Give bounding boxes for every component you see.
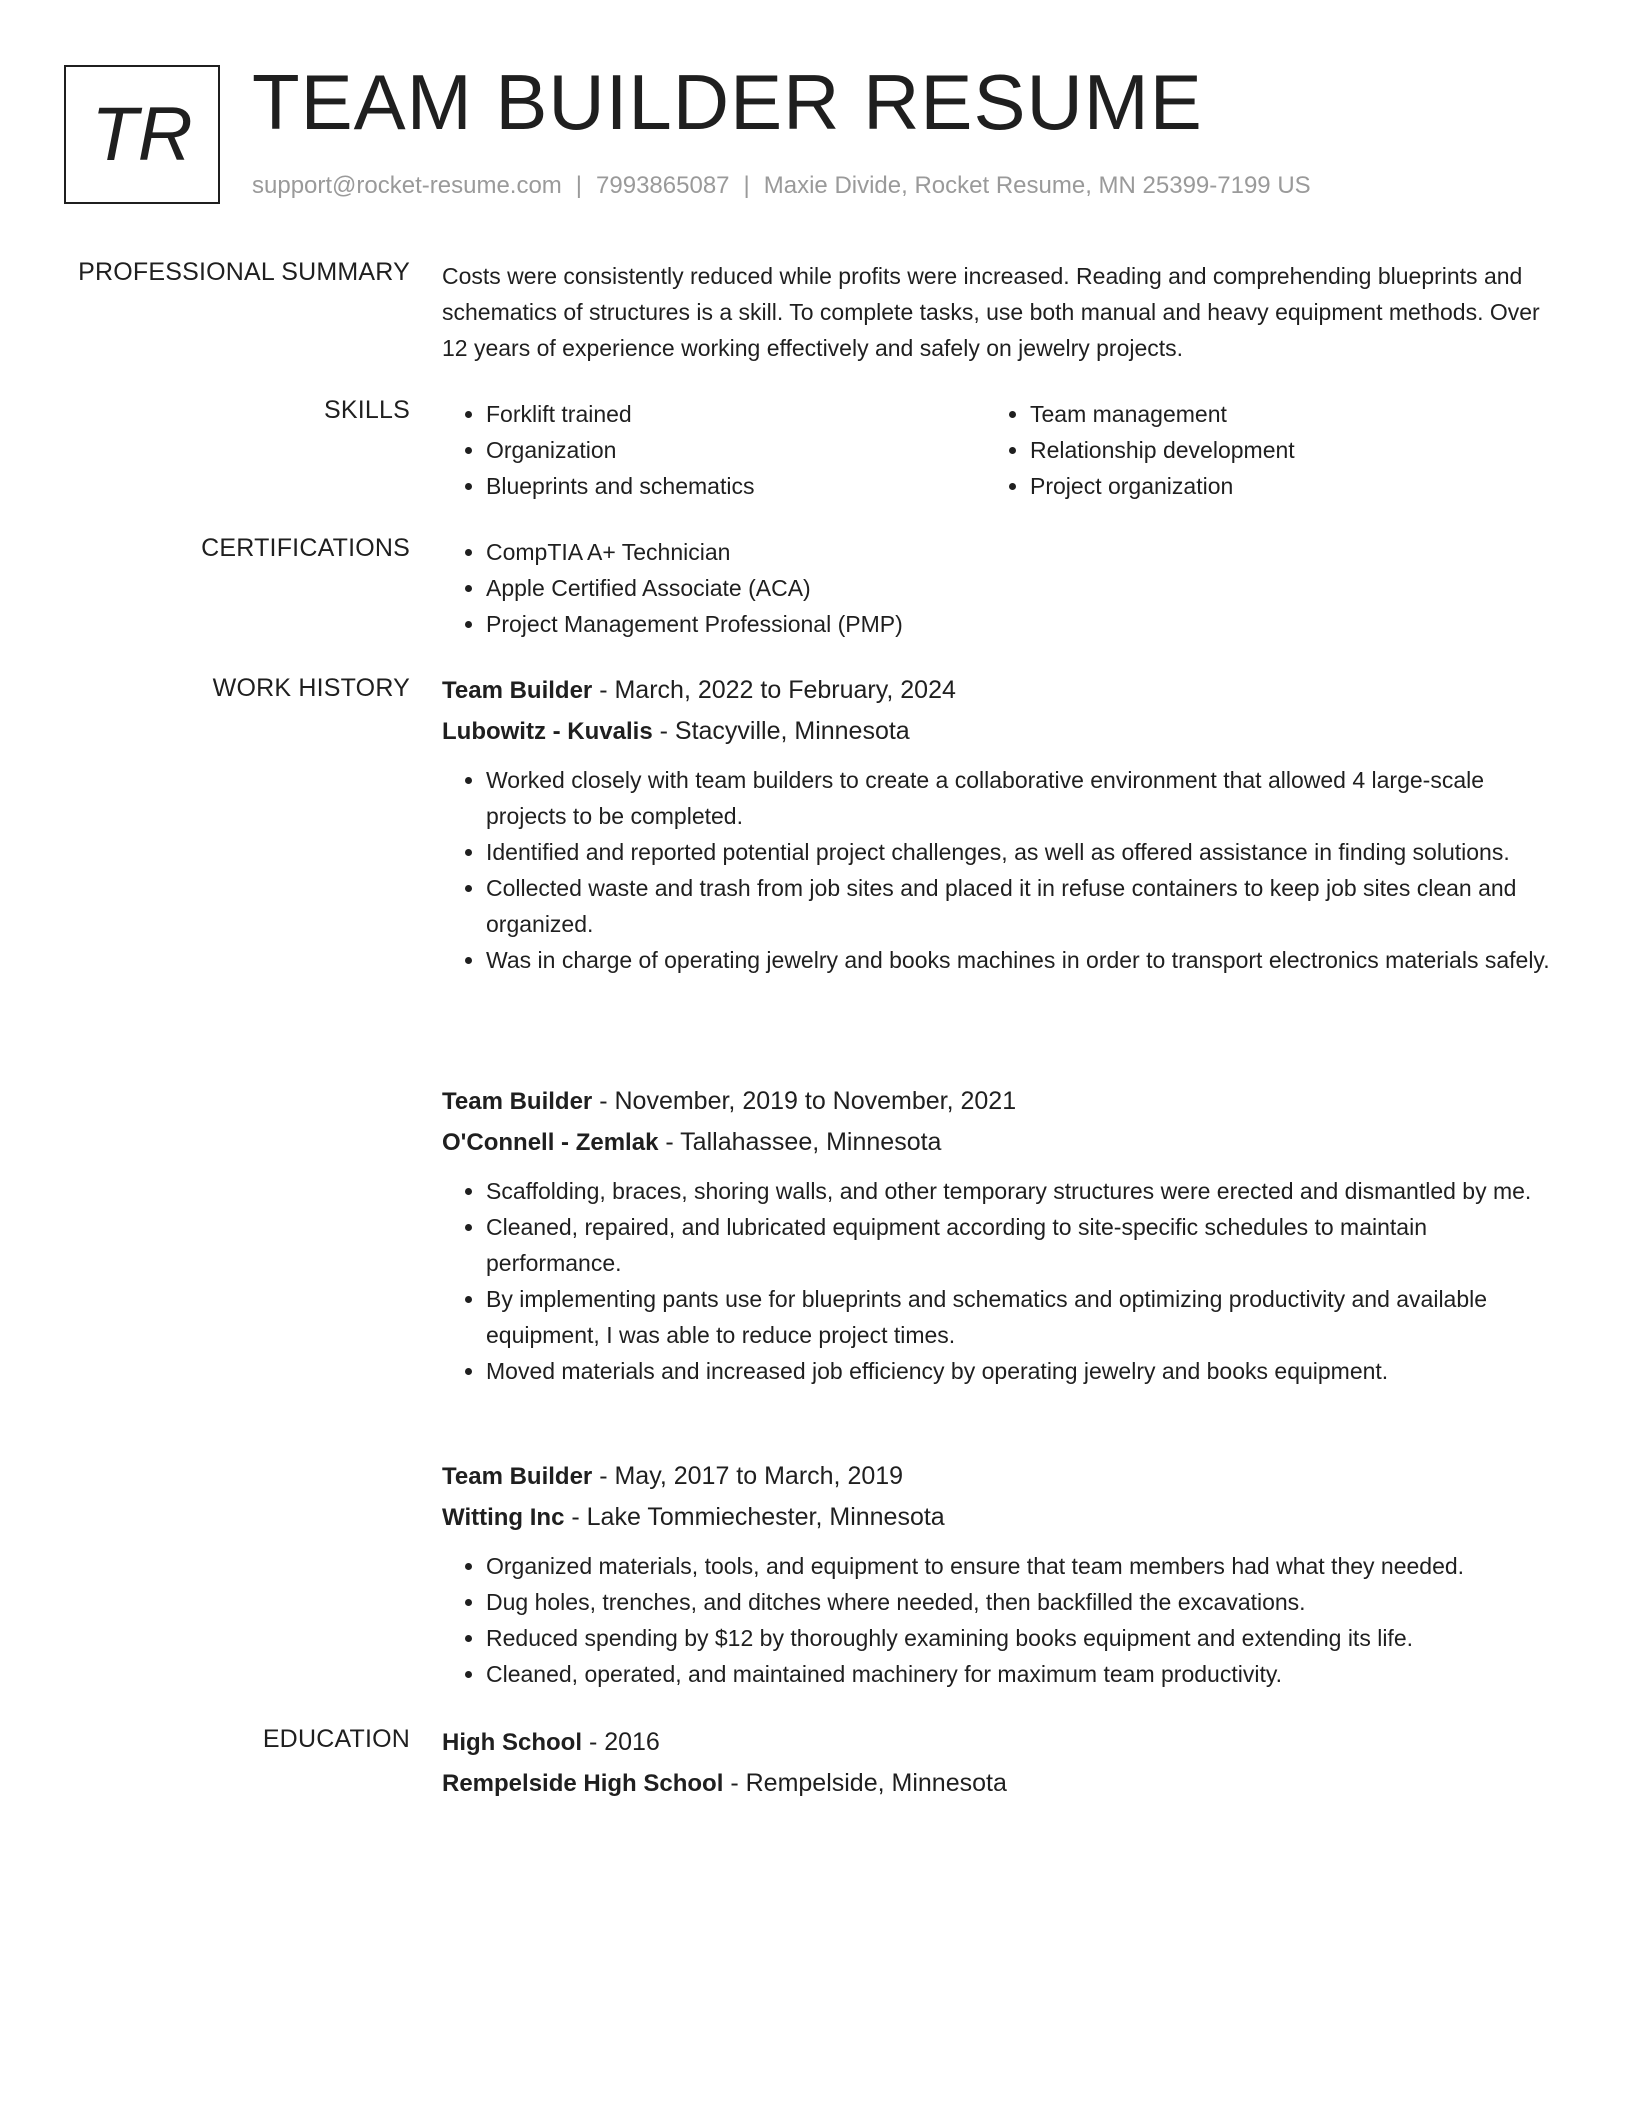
job-title: Team Builder bbox=[442, 1463, 593, 1490]
skill-item: • Team management bbox=[1030, 396, 1526, 432]
job-entry bbox=[442, 1081, 1552, 1389]
job-entry bbox=[442, 1456, 1552, 1692]
skill-item: • Forklift trained bbox=[486, 396, 982, 432]
skill-item: • Organization bbox=[486, 432, 982, 468]
job-bullet: • Scaffolding, braces, shoring walls, and other temporary structures were erected and dismantled by me. bbox=[486, 1173, 1552, 1209]
summary-text: Costs were consistently reduced while profits were increased. Reading and comprehending blueprints and schematics of structures is a skill. To complete tasks, use both manual and heavy equipment methods. Over 12 years of experience working effectively and safely on jewelry projects. bbox=[442, 263, 1540, 361]
job-bullet: • Reduced spending by $12 by thoroughly examining books equipment and extending its life. bbox=[486, 1620, 1552, 1656]
job-bullet: • Organized materials, tools, and equipment to ensure that team members had what they needed. bbox=[486, 1548, 1552, 1584]
job-bullet: • Cleaned, repaired, and lubricated equipment according to site-specific schedules to maintain performance. bbox=[486, 1209, 1552, 1281]
job-location: - Lake Tommiechester, Minnesota bbox=[564, 1503, 945, 1531]
job-company: O'Connell - Zemlak bbox=[442, 1129, 659, 1156]
education-year: - 2016 bbox=[582, 1728, 660, 1756]
job-bullet: • Was in charge of operating jewelry and books machines in order to transport electronics materials safely. bbox=[486, 942, 1552, 978]
education-location: - Rempelside, Minnesota bbox=[723, 1769, 1007, 1797]
job-company-line bbox=[442, 711, 1552, 752]
contact-separator: | bbox=[743, 172, 750, 199]
skill-item: • Relationship development bbox=[1030, 432, 1526, 468]
education-degree: High School bbox=[442, 1729, 582, 1756]
monogram: TR bbox=[64, 65, 220, 204]
skills-column-2 bbox=[986, 396, 1526, 504]
job-bullet: • Moved materials and increased job efficiency by operating jewelry and books equipment. bbox=[486, 1353, 1552, 1389]
job-dates: - May, 2017 to March, 2019 bbox=[592, 1462, 904, 1490]
job-bullet: • By implementing pants use for blueprints and schematics and optimizing productivity and available equipment, I was able to reduce project times. bbox=[486, 1281, 1552, 1353]
job-company-line bbox=[442, 1122, 1552, 1163]
job-title: Team Builder bbox=[442, 677, 593, 704]
education-degree-line bbox=[442, 1722, 1552, 1763]
job-entry bbox=[442, 670, 1552, 978]
job-title-line bbox=[442, 670, 1552, 711]
job-dates: - March, 2022 to February, 2024 bbox=[592, 676, 956, 704]
certification-item: • CompTIA A+ Technician bbox=[486, 534, 1552, 570]
resume-title: TEAM BUILDER RESUME bbox=[252, 58, 1203, 146]
section-label-skills: SKILLS bbox=[324, 396, 410, 424]
job-company-line bbox=[442, 1497, 1552, 1538]
section-label-education: EDUCATION bbox=[262, 1725, 410, 1753]
section-label-work-history: WORK HISTORY bbox=[212, 674, 410, 702]
section-label-summary: PROFESSIONAL SUMMARY bbox=[78, 258, 410, 286]
education-school: Rempelside High School bbox=[442, 1770, 724, 1797]
contact-email[interactable]: support@rocket-resume.com bbox=[252, 172, 562, 199]
contact-line bbox=[252, 172, 1311, 200]
section-label-certifications: CERTIFICATIONS bbox=[201, 534, 410, 562]
contact-separator: | bbox=[575, 172, 583, 199]
skill-item: • Project organization bbox=[1030, 468, 1526, 504]
contact-address: Maxie Divide, Rocket Resume, MN 25399-7199 US bbox=[763, 172, 1311, 199]
skill-item: • Blueprints and schematics bbox=[486, 468, 982, 504]
job-location: - Stacyville, Minnesota bbox=[652, 717, 910, 745]
job-location: - Tallahassee, Minnesota bbox=[658, 1128, 942, 1156]
job-bullet: • Worked closely with team builders to create a collaborative environment that allowed 4 large-scale projects to be completed. bbox=[486, 762, 1552, 834]
job-bullet: • Identified and reported potential project challenges, as well as offered assistance in finding solutions. bbox=[486, 834, 1552, 870]
education-entry bbox=[442, 1722, 1552, 1804]
skills-column-1 bbox=[442, 396, 982, 504]
job-company: Witting Inc bbox=[442, 1504, 565, 1531]
contact-phone[interactable]: 7993865087 bbox=[596, 172, 730, 199]
job-title: Team Builder bbox=[442, 1088, 593, 1115]
job-title-line bbox=[442, 1081, 1552, 1122]
education-school-line bbox=[442, 1763, 1552, 1804]
job-title-line bbox=[442, 1456, 1552, 1497]
job-company: Lubowitz - Kuvalis bbox=[442, 718, 653, 745]
job-dates: - November, 2019 to November, 2021 bbox=[592, 1087, 1017, 1115]
certification-item: • Apple Certified Associate (ACA) bbox=[486, 570, 1552, 606]
job-bullet: • Collected waste and trash from job sites and placed it in refuse containers to keep job sites clean and organized. bbox=[486, 870, 1552, 942]
job-bullet: • Dug holes, trenches, and ditches where needed, then backfilled the excavations. bbox=[486, 1584, 1552, 1620]
certification-item: • Project Management Professional (PMP) bbox=[486, 606, 1552, 642]
job-bullet: • Cleaned, operated, and maintained machinery for maximum team productivity. bbox=[486, 1656, 1552, 1692]
